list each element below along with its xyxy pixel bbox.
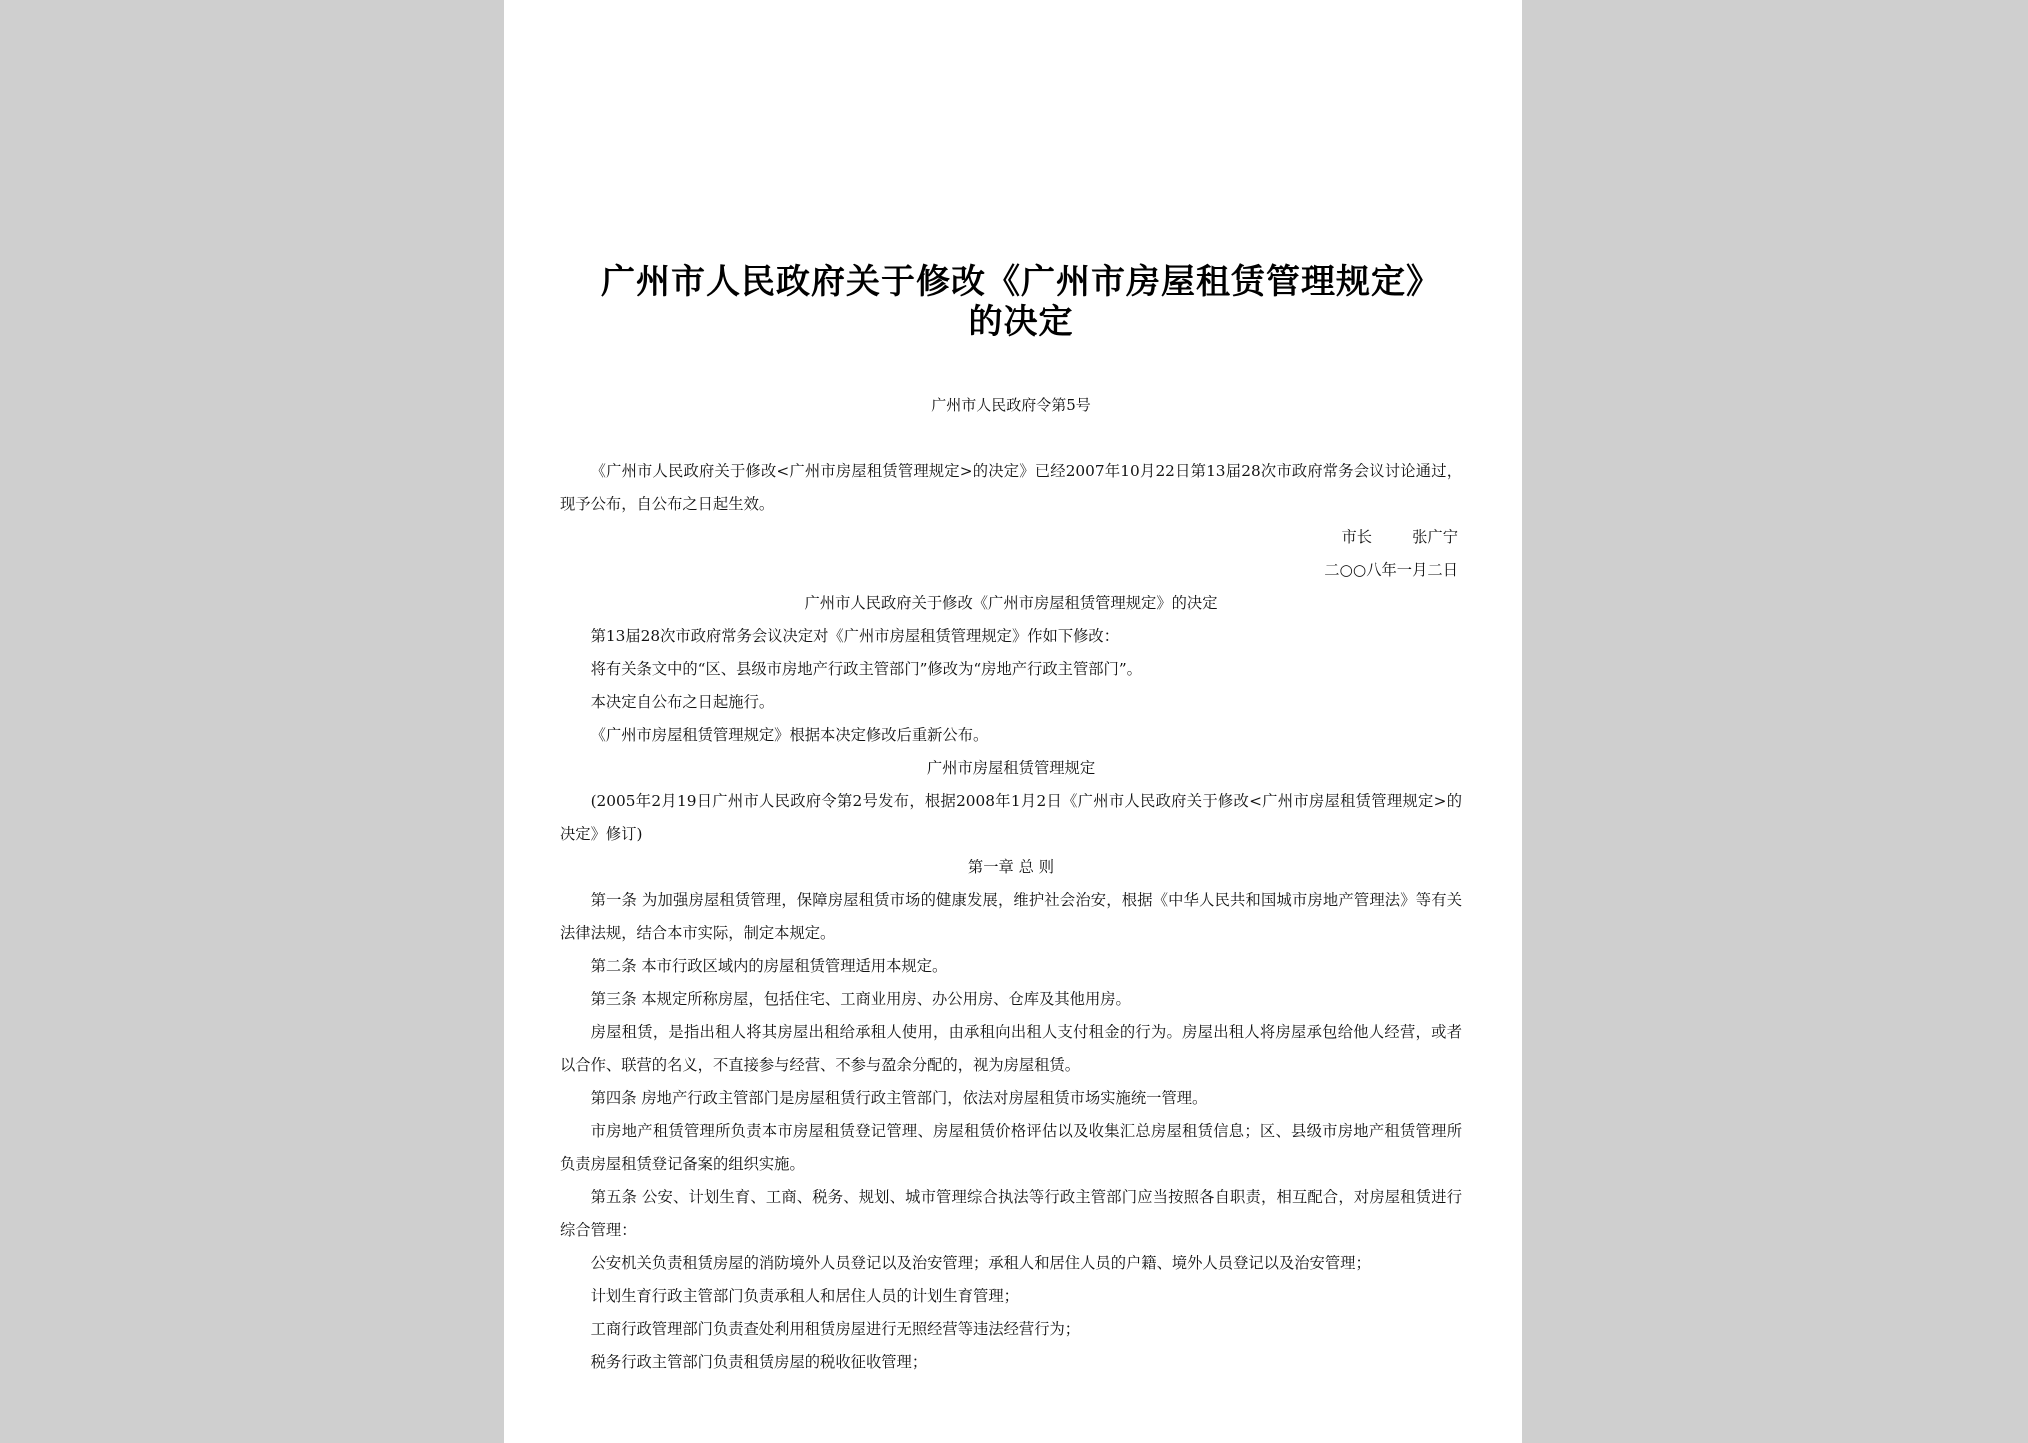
regulation-note: (2005年2月19日广州市人民政府令第2号发布，根据2008年1月2日《广州市人民政府关于修改<广州市房屋租赁管理规定>的决定》修订) [560, 792, 1462, 843]
article-paragraph: 房屋租赁，是指出租人将其房屋出租给承租人使用，由承租向出租人支付租金的行为。房屋出租人将房屋承包给他人经营，或者以合作、联营的名义，不直接参与经营、不参与盈余分配的，视为房屋租赁。 [560, 1023, 1462, 1074]
article-paragraph: 第一条 为加强房屋租赁管理，保障房屋租赁市场的健康发展，维护社会治安，根据《中华人民共和国城市房地产管理法》等有关法律法规，结合本市实际，制定本规定。 [560, 891, 1462, 942]
article-paragraph: 第四条 房地产行政主管部门是房屋租赁行政主管部门，依法对房屋租赁市场实施统一管理。 [590, 1089, 1208, 1107]
decision-paragraph: 本决定自公布之日起施行。 [590, 693, 775, 711]
decision-paragraph: 第13届28次市政府常务会议决定对《广州市房屋租赁管理规定》作如下修改： [590, 627, 1120, 645]
article-paragraph: 工商行政管理部门负责查处利用租赁房屋进行无照经营等违法经营行为； [590, 1320, 1081, 1338]
order-number: 广州市人民政府令第5号 [931, 396, 1091, 414]
article-paragraph: 计划生育行政主管部门负责承租人和居住人员的计划生育管理； [590, 1287, 1019, 1305]
article-paragraph: 税务行政主管部门负责租赁房屋的税收征收管理； [590, 1353, 928, 1371]
signature-line [560, 521, 1462, 554]
article-paragraph: 市房地产租赁管理所负责本市房屋租赁登记管理、房屋租赁价格评估以及收集汇总房屋租赁信息；区、县级市房地产租赁管理所负责房屋租赁登记备案的组织实施。 [560, 1122, 1462, 1173]
document-title: 广州市人民政府关于修改《广州市房屋租赁管理规定》的决定 [601, 262, 1441, 342]
decision-title: 广州市人民政府关于修改《广州市房屋租赁管理规定》的决定 [804, 594, 1218, 612]
regulation-title: 广州市房屋租赁管理规定 [926, 759, 1096, 777]
decision-paragraph: 将有关条文中的“区、县级市房地产行政主管部门”修改为“房地产行政主管部门”。 [590, 660, 1142, 678]
decision-paragraph: 《广州市房屋租赁管理规定》根据本决定修改后重新公布。 [590, 726, 989, 744]
article-paragraph: 第五条 公安、计划生育、工商、税务、规划、城市管理综合执法等行政主管部门应当按照各自职责，相互配合，对房屋租赁进行综合管理： [560, 1188, 1462, 1239]
article-paragraph: 公安机关负责租赁房屋的消防境外人员登记以及治安管理；承租人和居住人员的户籍、境外人员登记以及治安管理； [590, 1254, 1371, 1272]
document-page [504, 0, 1522, 1443]
signature-name: 张广宁 [1412, 528, 1458, 546]
chapter-title: 第一章 总 则 [967, 858, 1055, 876]
article-paragraph: 第三条 本规定所称房屋，包括住宅、工商业用房、办公用房、仓库及其他用房。 [590, 990, 1131, 1008]
signature-role: 市长 [1341, 528, 1373, 546]
document-date: 二○○八年一月二日 [1324, 561, 1458, 579]
article-paragraph: 第二条 本市行政区域内的房屋租赁管理适用本规定。 [590, 957, 948, 975]
document-body [560, 455, 1462, 1379]
intro-paragraph: 《广州市人民政府关于修改<广州市房屋租赁管理规定>的决定》已经2007年10月22日第13届28次市政府常务会议讨论通过，现予公布，自公布之日起生效。 [560, 462, 1462, 513]
